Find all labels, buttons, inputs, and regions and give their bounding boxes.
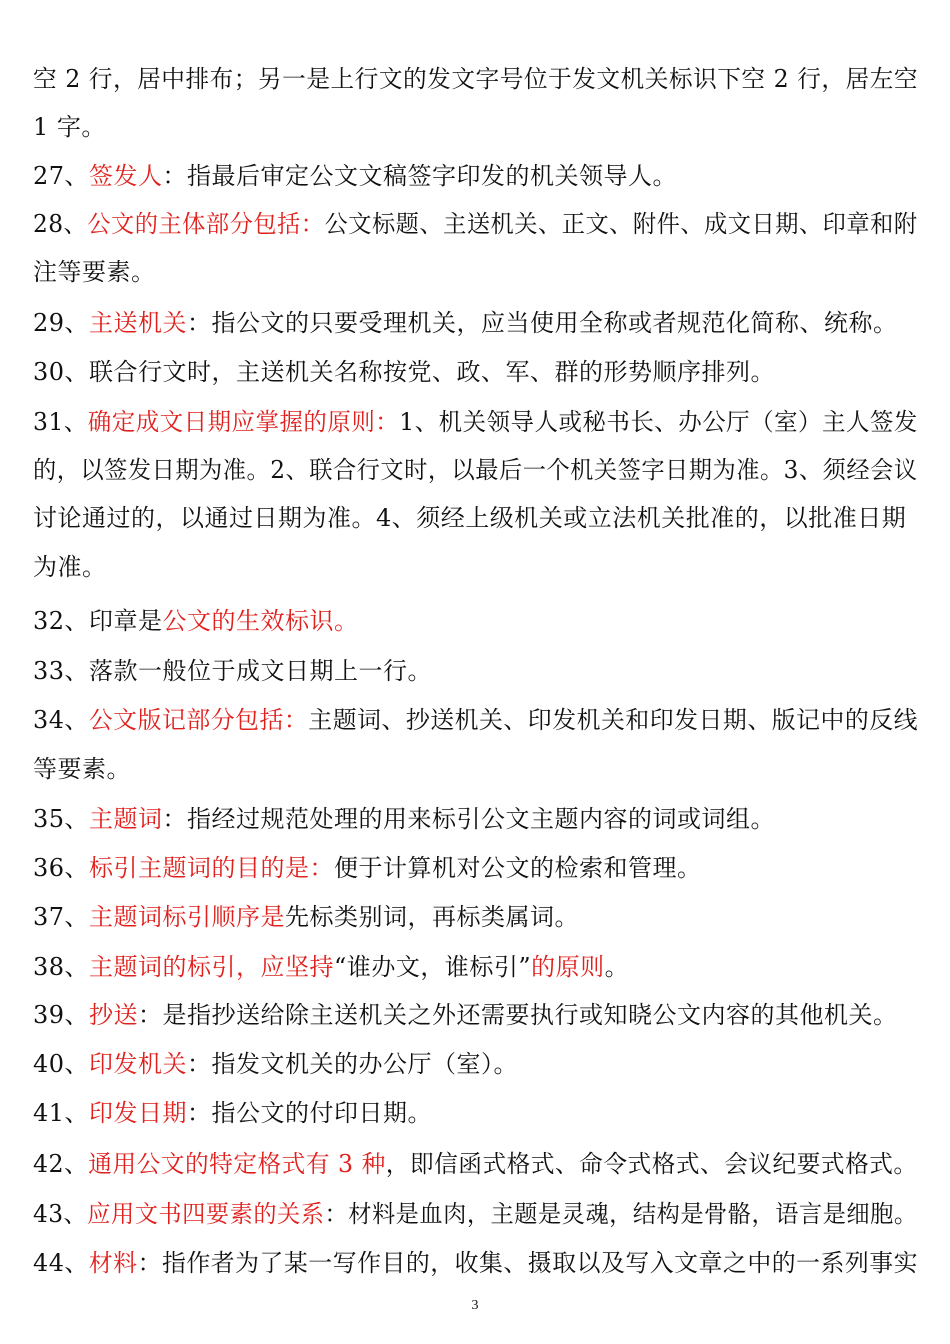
text-segment: 讨论通过的，以通过日期为准。4、须经上级机关或立法机关批准的，以批准日期 (33, 504, 907, 532)
text-line (33, 705, 919, 735)
text-segment: ：是指抄送给除主送机关之外还需要执行或知晓公文内容的其他机关。 (138, 1001, 898, 1029)
text-segment: 44、 (33, 1249, 89, 1277)
text-segment: ：材料是血肉，主题是灵魂，结构是骨骼，语言是细胞。 (324, 1200, 918, 1228)
text-line (33, 64, 919, 94)
highlighted-term: 抄送 (89, 1001, 139, 1029)
text-segment: 31、 (33, 408, 88, 436)
text-segment: 30、联合行文时，主送机关名称按党、政、军、群的形势顺序排列。 (33, 358, 776, 386)
highlighted-term: 签发人 (89, 162, 163, 190)
highlighted-term: 确定成文日期应掌握的原则： (87, 408, 400, 436)
text-segment: ：指最后审定公文文稿签字印发的机关领导人。 (162, 162, 678, 190)
text-segment: 的，以签发日期为准。2、联合行文时，以最后一个机关签字日期为准。3、须经会议 (33, 456, 918, 484)
text-segment: ：指公文的付印日期。 (187, 1099, 433, 1127)
text-line (33, 1098, 918, 1128)
highlighted-term: 主送机关 (89, 309, 188, 337)
text-segment: 。 (604, 953, 630, 981)
highlighted-term: 公文的主体部分包括： (87, 210, 325, 238)
text-line (33, 209, 918, 239)
text-segment: 36、 (33, 854, 90, 882)
text-segment: 空 2 行，居中排布；另一是上行文的发文字号位于发文机关标识下空 2 行，居左空 (33, 65, 919, 93)
text-line (33, 606, 918, 636)
text-segment: 39、 (33, 1001, 90, 1029)
text-segment: 1 字。 (33, 113, 106, 141)
text-segment: 先标类别词，再标类属词。 (285, 903, 580, 931)
text-line (33, 804, 918, 834)
text-line (33, 952, 918, 982)
text-segment: 28、 (33, 210, 88, 238)
text-line (33, 357, 918, 387)
text-segment: 公文标题、主送机关、正文、附件、成文日期、印章和附 (324, 210, 918, 238)
text-segment: 便于计算机对公文的检索和管理。 (334, 854, 702, 882)
text-line (33, 503, 918, 533)
text-segment: 等要素。 (33, 755, 131, 783)
text-line (33, 308, 918, 338)
text-segment: 为准。 (33, 553, 107, 581)
text-segment: 41、 (33, 1099, 90, 1127)
text-segment: 1、机关领导人或秘书长、办公厅（室）主人签发 (399, 408, 918, 436)
text-segment: 主题词、抄送机关、印发机关和印发日期、版记中的反线 (308, 706, 919, 734)
highlighted-term: 主题词 (89, 805, 163, 833)
highlighted-term: 通用公文的特定格式有 3 种 (88, 1150, 386, 1178)
text-line (33, 902, 918, 932)
text-segment: 38、 (33, 953, 90, 981)
text-segment: “谁办文，谁标引” (334, 953, 532, 981)
text-segment: ：指作者为了某一写作目的，收集、摄取以及写入文章之中的一系列事实 (137, 1249, 919, 1277)
highlighted-term: 应用文书四要素的关系 (87, 1200, 325, 1228)
highlighted-term: 主题词的标引，应坚持 (89, 953, 335, 981)
text-segment: ：指发文机关的办公厅（室）。 (187, 1050, 519, 1078)
page-number: 3 (471, 1298, 479, 1313)
text-line (33, 1199, 918, 1229)
text-line (33, 407, 918, 437)
text-line (33, 161, 918, 191)
text-line (33, 1000, 918, 1030)
text-segment: 42、 (33, 1150, 89, 1178)
text-segment: 33、落款一般位于成文日期上一行。 (33, 657, 433, 685)
text-segment: ：指经过规范处理的用来标引公文主题内容的词或词组。 (162, 805, 776, 833)
highlighted-term: 公文版记部分包括： (88, 706, 309, 734)
text-segment: 37、 (33, 903, 90, 931)
text-segment: 注等要素。 (33, 258, 156, 286)
text-line (33, 1149, 918, 1179)
text-line (33, 1049, 918, 1079)
highlighted-term: 主题词标引顺序是 (89, 903, 286, 931)
highlighted-term: 印发机关 (89, 1050, 188, 1078)
text-segment: 34、 (33, 706, 89, 734)
highlighted-term: 印发日期 (89, 1099, 188, 1127)
highlighted-term: 的原则 (531, 953, 605, 981)
text-line (33, 656, 918, 686)
highlighted-term: 公文的生效标识。 (162, 607, 359, 635)
text-line (33, 1248, 919, 1278)
highlighted-term: 材料 (88, 1249, 138, 1277)
text-line (33, 853, 918, 883)
text-segment: 27、 (33, 162, 90, 190)
text-line (33, 552, 918, 582)
text-line (33, 257, 918, 287)
text-segment: 32、印章是 (33, 607, 163, 635)
highlighted-term: 标引主题词的目的是： (89, 854, 335, 882)
text-line (33, 112, 918, 142)
text-segment: ，即信函式格式、命令式格式、会议纪要式格式。 (385, 1150, 918, 1178)
text-line (33, 455, 918, 485)
text-segment: 43、 (33, 1200, 88, 1228)
text-segment: 35、 (33, 805, 90, 833)
text-segment: 29、 (33, 309, 90, 337)
text-segment: ：指公文的只要受理机关，应当使用全称或者规范化简称、统称。 (187, 309, 898, 337)
text-segment: 40、 (33, 1050, 90, 1078)
text-line (33, 754, 918, 784)
